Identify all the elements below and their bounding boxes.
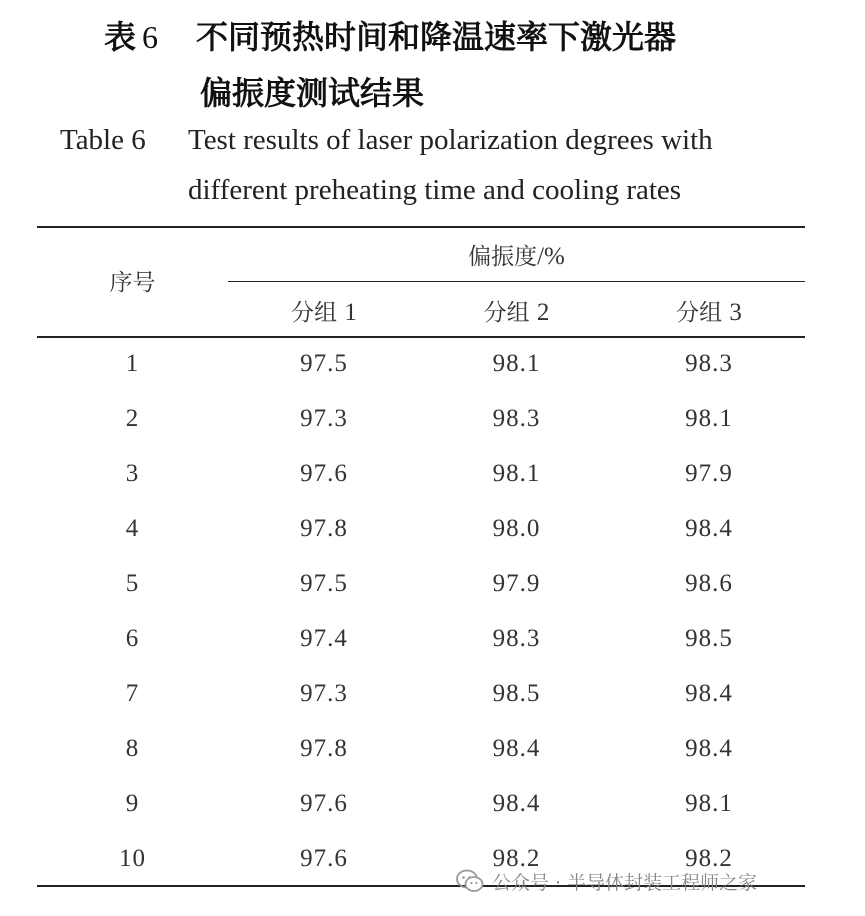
cell-group-2: 98.4: [492, 735, 541, 762]
table-label-en: Table 6: [60, 124, 146, 156]
cell-group-3: 98.3: [685, 350, 733, 377]
cell-serial: 10: [119, 845, 146, 872]
title-english-line1: [60, 124, 800, 157]
watermark-text: 公众号 · 半导体封装工程师之家: [492, 871, 758, 894]
wechat-icon: [456, 869, 484, 893]
title-chinese-line2: 偏振度测试结果: [200, 74, 425, 112]
cell-group-1: 97.5: [300, 350, 348, 377]
cell-group-3: 98.1: [685, 790, 733, 817]
cell-group-1: 97.3: [300, 405, 348, 432]
cell-group-1: 97.8: [300, 735, 348, 762]
cell-serial: 1: [125, 350, 140, 377]
cell-group-1: 97.3: [300, 680, 348, 707]
cell-serial: 4: [125, 515, 140, 542]
cell-group-2: 97.9: [492, 570, 541, 597]
cell-group-2: 98.0: [492, 515, 541, 542]
cell-group-1: 97.6: [300, 790, 348, 817]
cell-group-2: 98.1: [492, 350, 541, 377]
header-serial: 序号: [109, 270, 156, 296]
header-polarization: [228, 238, 805, 271]
header-polarization-text: 偏振度: [468, 244, 538, 270]
table-label-cn: 表: [104, 18, 137, 56]
cell-group-3: 98.4: [685, 680, 733, 707]
title-cn-text-line1: 不同预热时间和降温速率下激光器: [196, 18, 677, 56]
cell-group-3: 98.4: [685, 735, 733, 762]
title-en-text-line1: Test results of laser polarization degrees with: [188, 124, 713, 156]
header-polarization-unit: /%: [537, 243, 565, 270]
cell-group-2: 98.5: [492, 680, 541, 707]
cell-serial: 2: [125, 405, 140, 432]
cell-serial: 6: [125, 625, 140, 652]
cell-group-2: 98.1: [492, 460, 541, 487]
cell-group-2: 98.2: [492, 845, 541, 872]
title-chinese-line1: [104, 12, 676, 58]
header-group-1: [228, 294, 420, 327]
cell-group-2: 98.3: [492, 405, 541, 432]
cell-group-1: 97.6: [300, 460, 348, 487]
cell-serial: 9: [125, 790, 140, 817]
table-group-rule: [228, 281, 805, 282]
cell-group-3: 98.6: [685, 570, 733, 597]
header-group-3-label: 分组: [676, 300, 723, 326]
cell-group-3: 98.1: [685, 405, 733, 432]
cell-group-1: 97.4: [300, 625, 348, 652]
header-group-3: [613, 294, 805, 327]
cell-group-2: 98.3: [492, 625, 541, 652]
watermark: [456, 866, 757, 896]
table-header-rule: [37, 336, 805, 338]
header-group-1-number: 1: [344, 299, 357, 326]
header-group-2-number: 2: [536, 299, 550, 326]
cell-group-3: 98.4: [685, 515, 733, 542]
header-group-3-number: 3: [729, 299, 742, 326]
table-top-rule: [37, 226, 805, 228]
cell-group-1: 97.8: [300, 515, 348, 542]
table-number-cn: 6: [142, 19, 159, 55]
header-group-1-label: 分组: [291, 300, 338, 326]
cell-group-1: 97.5: [300, 570, 348, 597]
cell-group-3: 98.2: [685, 845, 733, 872]
header-group-2-label: 分组: [483, 300, 530, 326]
cell-serial: 5: [125, 570, 140, 597]
cell-group-1: 97.6: [300, 845, 348, 872]
cell-serial: 8: [125, 735, 140, 762]
cell-group-3: 98.5: [685, 625, 733, 652]
header-group-2: [420, 294, 613, 327]
cell-group-3: 97.9: [685, 460, 733, 487]
cell-serial: 7: [125, 680, 140, 707]
cell-serial: 3: [125, 460, 140, 487]
title-english-line2: different preheating time and cooling rates: [188, 174, 682, 206]
cell-group-2: 98.4: [492, 790, 541, 817]
